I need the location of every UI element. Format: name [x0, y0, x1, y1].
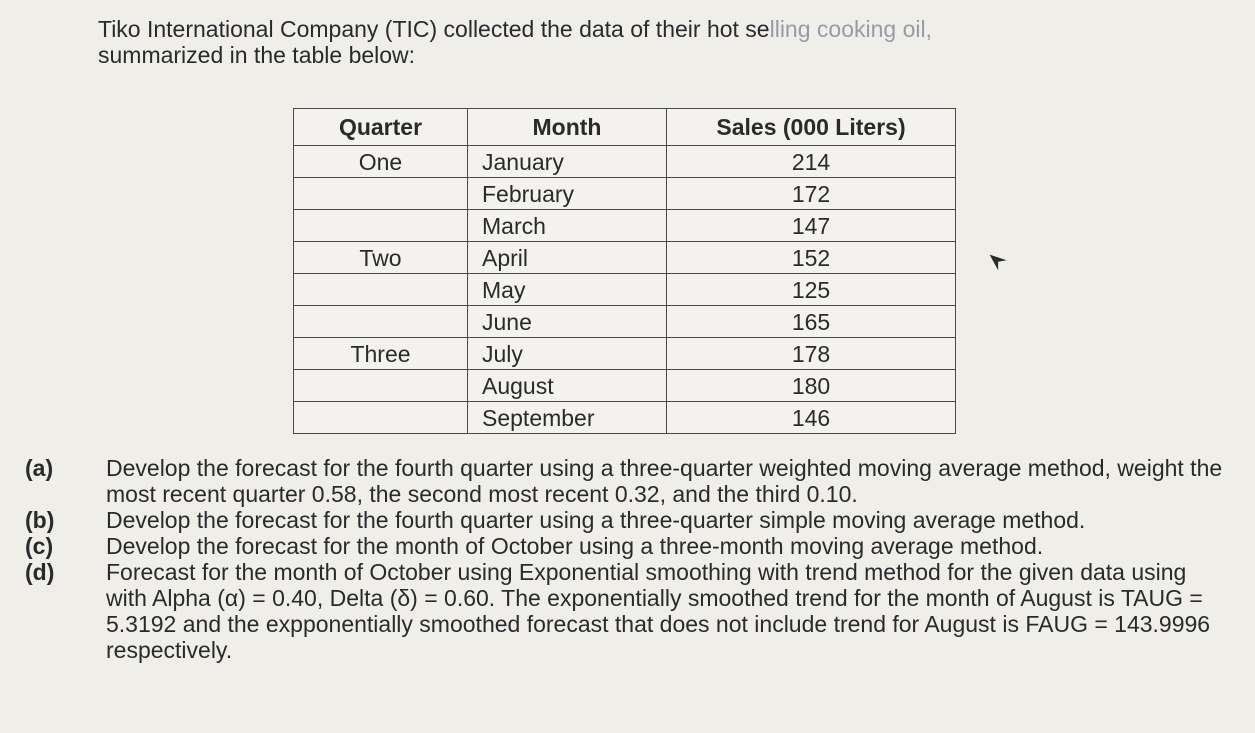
cell-month: May [468, 274, 667, 306]
cell-sales: 125 [667, 274, 956, 306]
table-row [294, 338, 956, 370]
cell-month: April [468, 242, 667, 274]
question-label: (c) [25, 533, 54, 559]
question-item [0, 559, 1255, 663]
cell-quarter: Two [294, 242, 468, 274]
question-text: Develop the forecast for the month of October using a three-month moving average method. [106, 533, 1044, 559]
table-header-row [294, 109, 956, 146]
cell-sales: 180 [667, 370, 956, 402]
question-label: (b) [25, 507, 55, 533]
question-item [0, 533, 1255, 559]
intro-paragraph [98, 16, 1158, 68]
table-row [294, 402, 956, 434]
cell-month: September [468, 402, 667, 434]
cell-sales: 152 [667, 242, 956, 274]
cell-sales: 214 [667, 146, 956, 178]
cell-quarter: One [294, 146, 468, 178]
cursor-arrow-icon [985, 248, 1007, 274]
cell-sales: 146 [667, 402, 956, 434]
question-text: Develop the forecast for the fourth quarter using a three-quarter simple moving average method. [106, 507, 1086, 533]
question-list [0, 455, 1255, 663]
question-label: (d) [25, 559, 55, 585]
question-item [0, 507, 1255, 533]
intro-text-faded: lling cooking oil, [769, 16, 932, 42]
cell-sales: 165 [667, 306, 956, 338]
table-row [294, 210, 956, 242]
table-row [294, 306, 956, 338]
cell-quarter [294, 306, 468, 338]
cell-month: July [468, 338, 667, 370]
question-text: Forecast for the month of October using Exponential smoothing with trend method for the given data using with Alpha (α) = 0.40, Delta (δ) = 0.60. The exponentially smoothed trend for the month of August is TAUG = 5.3192 and the expponentially smoothed forecast that does not include trend for August is FAUG = 143.9996 respectively. [106, 559, 1211, 663]
cell-quarter: Three [294, 338, 468, 370]
sales-table [293, 108, 956, 434]
header-sales: Sales (000 Liters) [667, 109, 956, 146]
cell-quarter [294, 370, 468, 402]
cell-quarter [294, 274, 468, 306]
question-label: (a) [25, 455, 54, 481]
intro-text: Tiko International Company (TIC) collected the data of their hot se [98, 16, 770, 42]
cell-quarter [294, 178, 468, 210]
cell-quarter [294, 210, 468, 242]
question-text: Develop the forecast for the fourth quarter using a three-quarter weighted moving average method, weight the most recent quarter 0.58, the second most recent 0.32, and the third 0.10. [106, 455, 1223, 507]
header-quarter: Quarter [294, 109, 468, 146]
table-row [294, 242, 956, 274]
cell-month: January [468, 146, 667, 178]
header-month: Month [468, 109, 667, 146]
cell-month: February [468, 178, 667, 210]
table-row [294, 370, 956, 402]
table-row [294, 178, 956, 210]
cell-sales: 147 [667, 210, 956, 242]
cell-month: August [468, 370, 667, 402]
cell-sales: 178 [667, 338, 956, 370]
cell-month: June [468, 306, 667, 338]
cell-month: March [468, 210, 667, 242]
table-row [294, 274, 956, 306]
cell-quarter [294, 402, 468, 434]
question-item [0, 455, 1255, 507]
intro-text-line2: summarized in the table below: [98, 42, 416, 68]
table-row [294, 146, 956, 178]
cell-sales: 172 [667, 178, 956, 210]
